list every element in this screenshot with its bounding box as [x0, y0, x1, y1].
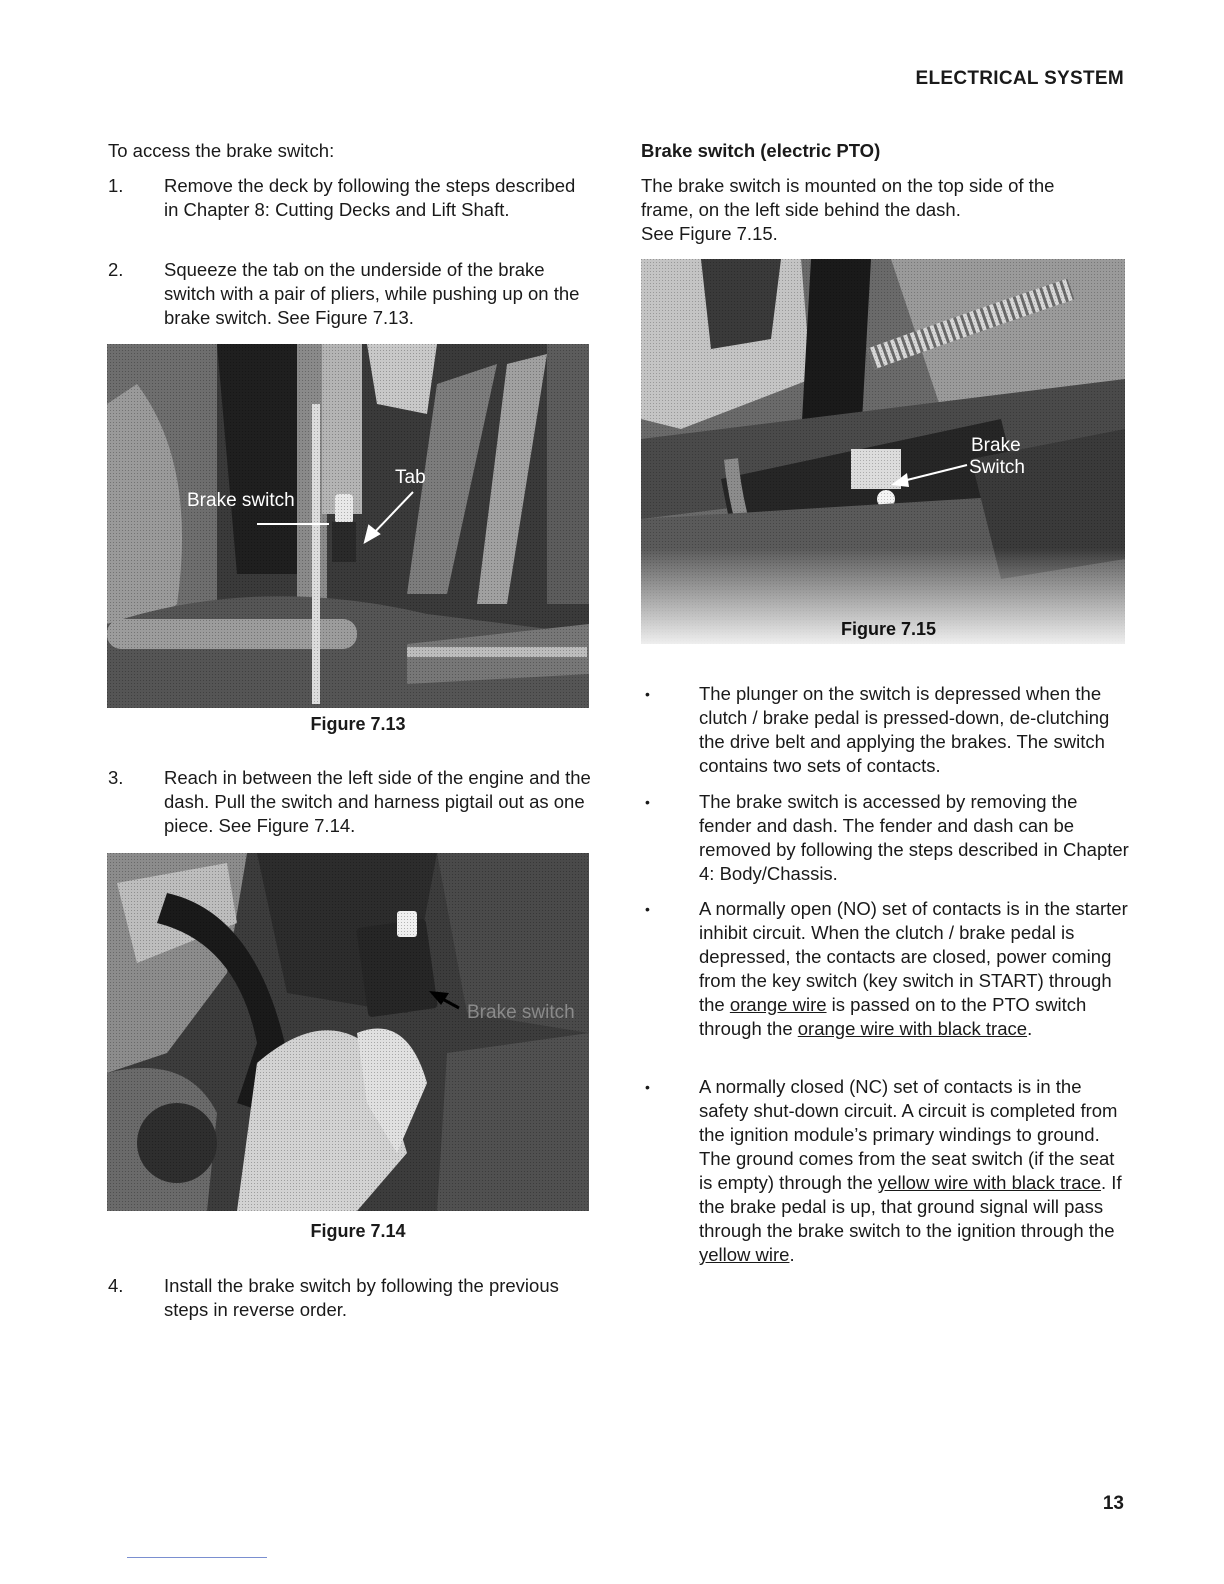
text-run: A normally closed (NC) set of contacts is in the safety shut-down circuit. A circuit is completed from the ignition module’s primary windings to ground. The ground comes from the seat switch (if the seat is empty) through the	[699, 1076, 1118, 1193]
label-brake-switch: Brake switch	[187, 490, 295, 511]
figure-7-15-caption: Figure 7.15	[841, 619, 937, 639]
step-number: 2.	[108, 259, 124, 280]
text-run: .	[789, 1244, 795, 1265]
step-number: 4.	[108, 1275, 124, 1296]
section-heading: Brake switch (electric PTO)	[641, 140, 881, 161]
step-text: Remove the deck by following the steps described in Chapter 8: Cutting Decks and Lift Shaft.	[164, 175, 576, 220]
wire-reference: yellow wire with black trace	[877, 1172, 1102, 1193]
label-tab: Tab	[395, 467, 426, 488]
text-run: A normally open (NO) set of contacts is in the starter inhibit circuit. When the clutch / brake pedal is depressed, the contacts are closed, power coming from the key switch (key switch in START) through the	[699, 898, 1128, 1015]
figure-7-15-photo	[641, 259, 1125, 644]
bullet-text: The plunger on the switch is depressed when the clutch / brake pedal is pressed-down, de-clutching the drive belt and applying the brakes. The switch contains two sets of contacts.	[699, 683, 1110, 776]
step-number: 3.	[108, 767, 124, 788]
intro-paragraph	[641, 174, 1131, 246]
label-brake-switch: Brake switch	[467, 1002, 575, 1023]
footer-rule	[127, 1557, 267, 1558]
wire-reference: yellow wire	[699, 1244, 790, 1265]
section-header: ELECTRICAL SYSTEM	[915, 68, 1124, 89]
bullet-text: The brake switch is accessed by removing the fender and dash. The fender and dash can be removed by following the steps described in Chapter 4: Body/Chassis.	[699, 791, 1129, 884]
step-text: Squeeze the tab on the underside of the brake switch with a pair of pliers, while pushing up on the brake switch. See Figure 7.13.	[164, 259, 580, 328]
bullet-dot: •	[645, 1079, 650, 1095]
text-run: is passed on to the PTO switch through the	[699, 994, 1087, 1039]
intro-text: To access the brake switch:	[108, 140, 335, 161]
figure-7-13-caption: Figure 7.13	[310, 714, 406, 734]
text-run: . If the brake pedal is up, that ground signal will pass through the brake switch to the ignition through the	[699, 1172, 1122, 1241]
bullet-text	[699, 897, 1129, 1041]
figure-7-14-caption: Figure 7.14	[310, 1221, 406, 1241]
bullet-dot: •	[645, 686, 650, 702]
bullet-dot: •	[645, 901, 650, 917]
step-number: 1.	[108, 175, 124, 196]
step-text: Reach in between the left side of the engine and the dash. Pull the switch and harness pigtail out as one piece. See Figure 7.14.	[164, 767, 591, 836]
text-run: .	[1027, 1018, 1033, 1039]
paragraph-line: The brake switch is mounted on the top side of the	[641, 175, 1055, 196]
step-text: Install the brake switch by following the previous steps in reverse order.	[164, 1275, 559, 1320]
paragraph-line: See Figure 7.15.	[641, 223, 778, 244]
wire-reference: orange wire	[729, 994, 827, 1015]
page-number: 13	[1102, 1493, 1124, 1514]
bullet-dot: •	[645, 794, 650, 810]
bullet-text	[699, 1075, 1129, 1267]
paragraph-line: frame, on the left side behind the dash.	[641, 199, 961, 220]
label-brake: Brake	[971, 435, 1021, 456]
figure-7-14-photo	[107, 853, 589, 1211]
label-switch: Switch	[969, 457, 1025, 478]
wire-reference: orange wire with black trace	[797, 1018, 1028, 1039]
figure-7-13-photo	[107, 344, 589, 708]
